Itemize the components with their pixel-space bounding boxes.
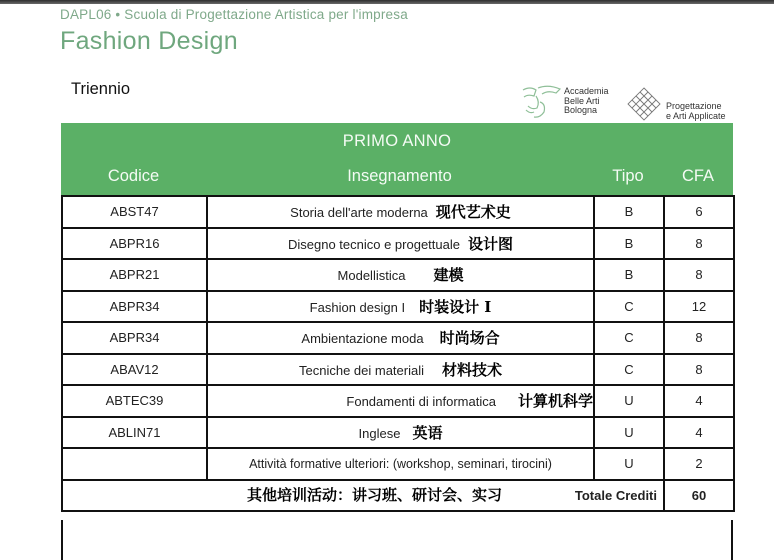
column-header-type: Tipo xyxy=(612,167,644,185)
school-subtitle: DAPL06 • Scuola di Progettazione Artistica per l'impresa xyxy=(60,7,408,22)
course-name-zh: 现代艺术史 xyxy=(435,203,511,222)
logo-line: Bologna xyxy=(564,105,598,115)
top-bar xyxy=(0,0,774,4)
course-name: Modellistica xyxy=(337,268,406,284)
table-row xyxy=(62,417,734,449)
column-header-code: Codice xyxy=(107,167,160,185)
cfa-cell: 4 xyxy=(664,385,734,417)
total-credits-label: Totale Crediti xyxy=(62,480,664,512)
table-row xyxy=(62,196,734,228)
cfa-cell: 8 xyxy=(664,259,734,291)
course-name: Tecniche dei materiali xyxy=(298,362,424,378)
course-cell xyxy=(207,291,594,323)
course-name-zh: 英语 xyxy=(412,423,443,442)
code-cell xyxy=(62,448,207,480)
code-cell: ABTEC39 xyxy=(62,385,207,417)
column-header-course: Insegnamento xyxy=(347,167,452,185)
code-cell: ABAV12 xyxy=(62,354,207,386)
table-row xyxy=(62,354,734,386)
cfa-cell: 2 xyxy=(664,448,734,480)
year-heading: PRIMO ANNO xyxy=(342,132,452,150)
extra-activities-zh: 其他培训活动：讲习班、研讨会、实习 xyxy=(241,484,508,505)
type-cell: B xyxy=(594,196,664,228)
type-cell: B xyxy=(594,259,664,291)
page-title: Fashion Design xyxy=(60,27,238,55)
course-name: Storia dell'arte moderna xyxy=(290,205,428,221)
cfa-cell: 4 xyxy=(664,417,734,449)
course-name-zh: 设计图 xyxy=(468,234,514,253)
logo-line: Belle Arti xyxy=(564,95,600,106)
course-name: Disegno tecnico e progettuale xyxy=(287,236,460,252)
table-row xyxy=(62,291,734,323)
course-name: Attività formative ulteriori: (workshop, seminari, tirocini) xyxy=(249,456,552,471)
code-cell: ABST47 xyxy=(62,196,207,228)
logo-line: Progettazione xyxy=(666,101,722,111)
curriculum-table xyxy=(61,123,733,551)
total-credits-value: 60 xyxy=(664,480,734,512)
type-cell: C xyxy=(594,291,664,323)
table-row xyxy=(62,385,734,417)
type-cell: U xyxy=(594,385,664,417)
table-row xyxy=(62,228,734,260)
courses-grid xyxy=(61,195,735,512)
course-name-zh: 时尚场合 xyxy=(439,329,500,348)
cfa-cell: 8 xyxy=(664,354,734,386)
program-label: Triennio xyxy=(71,80,130,98)
course-cell xyxy=(207,259,594,291)
cfa-cell: 12 xyxy=(664,291,734,323)
accademia-emblem-icon xyxy=(520,84,564,122)
progettazione-logo xyxy=(626,86,736,122)
type-cell: C xyxy=(594,354,664,386)
course-cell xyxy=(207,322,594,354)
logo-line: Accademia xyxy=(564,86,609,96)
table-row xyxy=(62,448,734,480)
cfa-cell: 6 xyxy=(664,196,734,228)
course-name: Ambientazione moda xyxy=(301,331,424,347)
code-cell: ABPR34 xyxy=(62,291,207,323)
accademia-logo-text xyxy=(564,87,609,116)
table-frame-continuation xyxy=(61,520,733,560)
course-cell xyxy=(207,448,594,480)
course-name: Fashion design I xyxy=(309,299,406,315)
diamond-lattice-icon xyxy=(626,86,662,122)
code-cell: ABLIN71 xyxy=(62,417,207,449)
code-cell: ABPR21 xyxy=(62,259,207,291)
course-cell xyxy=(207,228,594,260)
type-cell: U xyxy=(594,448,664,480)
cfa-cell: 8 xyxy=(664,322,734,354)
course-name: Inglese xyxy=(358,425,401,441)
course-name-zh: 建模 xyxy=(433,266,464,285)
table-row xyxy=(62,259,734,291)
type-cell: C xyxy=(594,322,664,354)
course-cell xyxy=(207,354,594,386)
code-cell: ABPR34 xyxy=(62,322,207,354)
type-cell: B xyxy=(594,228,664,260)
type-cell: U xyxy=(594,417,664,449)
cfa-cell: 8 xyxy=(664,228,734,260)
progettazione-logo-text xyxy=(666,102,726,121)
course-name-zh: 时装设计 I xyxy=(419,297,492,316)
course-cell xyxy=(207,385,594,417)
course-name-zh: 计算机科学 xyxy=(517,392,593,411)
code-cell: ABPR16 xyxy=(62,228,207,260)
accademia-logo xyxy=(520,84,620,122)
course-cell xyxy=(207,417,594,449)
column-header-cfa: CFA xyxy=(681,167,715,185)
table-header xyxy=(61,123,733,195)
course-cell xyxy=(207,196,594,228)
course-name-zh: 材料技术 xyxy=(442,360,503,379)
table-row xyxy=(62,322,734,354)
course-name: Fondamenti di informatica xyxy=(346,394,496,410)
logo-line: e Arti Applicate xyxy=(666,110,726,121)
